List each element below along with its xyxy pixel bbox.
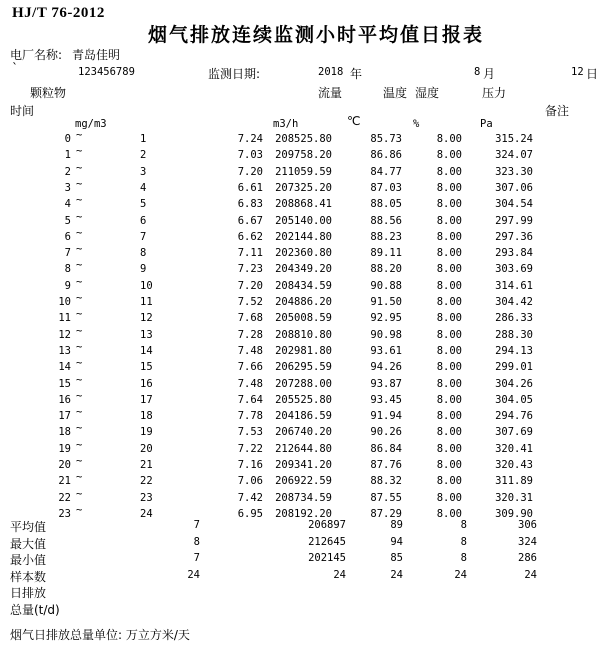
humidity-value: 8.00 bbox=[436, 247, 462, 260]
humidity-value: 8.00 bbox=[436, 181, 462, 194]
humidity-value: 8.00 bbox=[436, 459, 462, 471]
humidity-value: 8.00 bbox=[436, 344, 462, 357]
hour-to-value: 17 bbox=[140, 393, 153, 406]
pm-value: 7.24 bbox=[237, 133, 263, 145]
pressure-value: 304.05 bbox=[495, 393, 533, 406]
hour-to-value: 3 bbox=[140, 165, 147, 178]
pm-value: 7.52 bbox=[237, 296, 263, 308]
pressure-value: 323.30 bbox=[495, 165, 533, 178]
flow-value: 209758.20 bbox=[275, 149, 332, 162]
hour-from-value: 15 bbox=[58, 377, 71, 390]
humidity-value: 8.00 bbox=[436, 230, 462, 243]
tilde-mark: ~ bbox=[76, 275, 83, 288]
stray-tick-mark: ` bbox=[12, 61, 18, 75]
hour-to-value: 7 bbox=[140, 230, 147, 243]
table-row bbox=[0, 308, 607, 327]
table-row bbox=[0, 292, 607, 311]
table-row bbox=[0, 438, 607, 458]
table-row bbox=[0, 210, 607, 230]
humidity-value: 8.00 bbox=[436, 279, 462, 292]
temp-value: 84.77 bbox=[370, 165, 402, 178]
flow-value: 205525.80 bbox=[275, 393, 332, 406]
pm-value: 7.22 bbox=[237, 442, 263, 455]
flow-value: 211059.59 bbox=[275, 165, 332, 178]
hour-to-value: 19 bbox=[140, 426, 153, 439]
tilde-mark: ~ bbox=[76, 373, 83, 386]
date-month-value: 8 bbox=[474, 66, 481, 78]
pm-value: 7.68 bbox=[237, 312, 263, 325]
summary-humidity-value: 8 bbox=[460, 535, 467, 548]
summary-humidity-value: 8 bbox=[460, 519, 467, 531]
flow-value: 206922.59 bbox=[275, 475, 332, 488]
tilde-mark: ~ bbox=[76, 340, 83, 353]
tilde-mark: ~ bbox=[76, 487, 83, 500]
hour-to-value: 21 bbox=[140, 459, 153, 471]
table-row bbox=[0, 145, 607, 164]
date-day-unit: 日 bbox=[586, 67, 599, 81]
pressure-value: 288.30 bbox=[495, 328, 533, 341]
hour-to-value: 9 bbox=[140, 263, 147, 276]
hour-to-value: 2 bbox=[140, 149, 147, 162]
flow-value: 207288.00 bbox=[275, 377, 332, 390]
column-header-remark: 备注 bbox=[545, 104, 570, 118]
hour-to-value: 15 bbox=[140, 361, 153, 374]
tilde-mark: ~ bbox=[76, 226, 83, 239]
hour-from-value: 11 bbox=[58, 312, 71, 325]
summary-pressure-value: 286 bbox=[518, 552, 537, 564]
pm-value: 7.78 bbox=[237, 410, 263, 423]
pm-value: 7.48 bbox=[237, 344, 263, 357]
flow-value: 207325.20 bbox=[275, 181, 332, 194]
flow-value: 202981.80 bbox=[275, 344, 332, 357]
table-row bbox=[0, 275, 607, 295]
pressure-value: 307.69 bbox=[495, 426, 533, 439]
temp-value: 94.26 bbox=[370, 361, 402, 374]
summary-flow-value: 212645 bbox=[308, 535, 346, 548]
pm-value: 7.53 bbox=[237, 426, 263, 439]
pressure-value: 307.06 bbox=[495, 181, 533, 194]
tilde-mark: ~ bbox=[76, 438, 83, 451]
hour-from-value: 16 bbox=[58, 393, 71, 406]
humidity-value: 8.00 bbox=[436, 442, 462, 455]
date-month-unit: 月 bbox=[483, 67, 496, 81]
hour-from-value: 10 bbox=[58, 296, 71, 308]
summary-label: 平均值 bbox=[10, 520, 47, 534]
summary-temp-value: 94 bbox=[390, 535, 403, 548]
summary-label: 总量(t/d) bbox=[10, 602, 60, 617]
flow-value: 208434.59 bbox=[275, 279, 332, 292]
temp-value: 90.88 bbox=[370, 279, 402, 292]
summary-label: 日排放 bbox=[10, 586, 47, 600]
table-row bbox=[0, 422, 607, 441]
temp-value: 88.05 bbox=[370, 198, 402, 211]
temp-value: 85.73 bbox=[370, 133, 402, 145]
column-header-pressure: 压力 bbox=[482, 86, 507, 100]
pm-value: 7.66 bbox=[237, 361, 263, 374]
humidity-value: 8.00 bbox=[436, 377, 462, 390]
summary-row bbox=[0, 552, 607, 567]
hour-from-value: 20 bbox=[58, 459, 71, 471]
summary-humidity-value: 24 bbox=[454, 568, 467, 581]
temp-value: 88.56 bbox=[370, 214, 402, 227]
hour-to-value: 24 bbox=[140, 507, 153, 520]
flow-value: 205008.59 bbox=[275, 312, 332, 325]
pressure-value: 303.69 bbox=[495, 263, 533, 276]
pressure-value: 294.13 bbox=[495, 344, 533, 357]
pressure-value: 320.31 bbox=[495, 491, 533, 504]
humidity-value: 8.00 bbox=[436, 426, 462, 439]
hour-from-value: 12 bbox=[58, 328, 71, 341]
hour-to-value: 1 bbox=[140, 133, 147, 145]
flow-value: 209341.20 bbox=[275, 459, 332, 471]
humidity-value: 8.00 bbox=[436, 491, 462, 504]
table-row bbox=[0, 161, 607, 181]
hour-to-value: 20 bbox=[140, 442, 153, 455]
tilde-mark: ~ bbox=[76, 145, 83, 158]
tilde-mark: ~ bbox=[76, 210, 83, 223]
footer-unit-note: 烟气日排放总量单位: 万立方米/天 bbox=[10, 628, 190, 642]
tilde-mark: ~ bbox=[76, 455, 83, 467]
hour-to-value: 6 bbox=[140, 214, 147, 227]
pm-value: 6.83 bbox=[237, 198, 263, 211]
table-row bbox=[0, 357, 607, 376]
hour-to-value: 18 bbox=[140, 410, 153, 423]
flow-value: 206740.20 bbox=[275, 426, 332, 439]
table-row bbox=[0, 471, 607, 490]
pm-value: 7.16 bbox=[237, 459, 263, 471]
summary-flow-value: 206897 bbox=[308, 519, 346, 531]
hour-to-value: 12 bbox=[140, 312, 153, 325]
pm-value: 7.06 bbox=[237, 475, 263, 488]
pm-value: 6.95 bbox=[237, 507, 263, 520]
column-header-flow: 流量 bbox=[318, 86, 343, 100]
hour-to-value: 8 bbox=[140, 247, 147, 260]
pm-value: 7.23 bbox=[237, 263, 263, 276]
tilde-mark: ~ bbox=[76, 194, 83, 207]
tilde-mark: ~ bbox=[76, 243, 83, 256]
flow-value: 204886.20 bbox=[275, 296, 332, 308]
summary-pm-value: 24 bbox=[187, 568, 200, 581]
humidity-value: 8.00 bbox=[436, 165, 462, 178]
summary-label: 样本数 bbox=[10, 569, 47, 584]
pressure-value: 297.99 bbox=[495, 214, 533, 227]
humidity-value: 8.00 bbox=[436, 149, 462, 162]
humidity-value: 8.00 bbox=[436, 361, 462, 374]
temp-value: 89.11 bbox=[370, 247, 402, 260]
hour-from-value: 4 bbox=[64, 198, 71, 211]
hour-from-value: 17 bbox=[58, 410, 71, 423]
summary-pm-value: 7 bbox=[193, 519, 200, 531]
hour-from-value: 21 bbox=[58, 475, 71, 488]
temp-value: 91.94 bbox=[370, 410, 402, 423]
temp-value: 90.26 bbox=[370, 426, 402, 439]
summary-pm-value: 8 bbox=[193, 535, 200, 548]
hour-from-value: 1 bbox=[64, 149, 71, 162]
hour-from-value: 14 bbox=[58, 361, 71, 374]
pm-value: 6.61 bbox=[237, 181, 263, 194]
unit-pm: mg/m3 bbox=[75, 118, 107, 130]
pressure-value: 315.24 bbox=[495, 133, 533, 145]
summary-row bbox=[0, 519, 607, 534]
tilde-mark: ~ bbox=[76, 389, 83, 402]
temp-value: 87.03 bbox=[370, 181, 402, 194]
table-row bbox=[0, 177, 607, 197]
table-row bbox=[0, 226, 607, 246]
date-year-unit: 年 bbox=[350, 67, 363, 81]
summary-row bbox=[0, 569, 607, 584]
table-row bbox=[0, 243, 607, 262]
summary-pressure-value: 24 bbox=[524, 568, 537, 581]
table-row bbox=[0, 406, 607, 425]
pm-value: 7.28 bbox=[237, 328, 263, 341]
table-row bbox=[0, 194, 607, 213]
pressure-value: 314.61 bbox=[495, 279, 533, 292]
temp-value: 87.29 bbox=[370, 507, 402, 520]
temp-value: 90.98 bbox=[370, 328, 402, 341]
temp-value: 88.20 bbox=[370, 263, 402, 276]
temp-value: 87.76 bbox=[370, 459, 402, 471]
pressure-value: 297.36 bbox=[495, 230, 533, 243]
summary-pressure-value: 306 bbox=[518, 519, 537, 531]
hour-to-value: 11 bbox=[140, 296, 153, 308]
date-year-value: 2018 bbox=[318, 66, 344, 78]
hour-from-value: 22 bbox=[58, 491, 71, 504]
hour-from-value: 5 bbox=[64, 214, 71, 227]
hour-from-value: 0 bbox=[64, 133, 71, 145]
flow-value: 208868.41 bbox=[275, 198, 332, 211]
temp-value: 87.55 bbox=[370, 491, 402, 504]
hour-to-value: 5 bbox=[140, 198, 147, 211]
table-row bbox=[0, 455, 607, 474]
standard-code: HJ/T 76-2012 bbox=[12, 5, 105, 21]
flow-value: 202360.80 bbox=[275, 247, 332, 260]
temp-value: 92.95 bbox=[370, 312, 402, 325]
tilde-mark: ~ bbox=[76, 129, 83, 141]
flow-value: 202144.80 bbox=[275, 230, 332, 243]
column-header-time: 时间 bbox=[10, 104, 35, 118]
pm-value: 7.64 bbox=[237, 393, 263, 406]
tilde-mark: ~ bbox=[76, 471, 83, 484]
table-row bbox=[0, 324, 607, 344]
temp-value: 93.45 bbox=[370, 393, 402, 406]
column-header-temp: 温度 bbox=[383, 86, 408, 100]
date-day-value: 12 bbox=[571, 66, 584, 78]
temp-value: 86.86 bbox=[370, 149, 402, 162]
humidity-value: 8.00 bbox=[436, 393, 462, 406]
table-row bbox=[0, 259, 607, 278]
tilde-mark: ~ bbox=[76, 406, 83, 419]
summary-humidity-value: 8 bbox=[460, 552, 467, 564]
hour-to-value: 22 bbox=[140, 475, 153, 488]
tilde-mark: ~ bbox=[76, 324, 83, 337]
pressure-value: 293.84 bbox=[495, 247, 533, 260]
temp-value: 86.84 bbox=[370, 442, 402, 455]
humidity-value: 8.00 bbox=[436, 507, 462, 520]
pressure-value: 320.43 bbox=[495, 459, 533, 471]
humidity-value: 8.00 bbox=[436, 214, 462, 227]
tilde-mark: ~ bbox=[76, 308, 83, 321]
temp-value: 93.87 bbox=[370, 377, 402, 390]
pm-value: 7.20 bbox=[237, 165, 263, 178]
pressure-value: 320.41 bbox=[495, 442, 533, 455]
table-row bbox=[0, 129, 607, 148]
summary-table bbox=[0, 519, 607, 619]
pm-value: 7.03 bbox=[237, 149, 263, 162]
pressure-value: 304.42 bbox=[495, 296, 533, 308]
flow-value: 208192.20 bbox=[275, 507, 332, 520]
pressure-value: 294.76 bbox=[495, 410, 533, 423]
plant-name-label: 电厂名称: bbox=[10, 48, 63, 62]
hour-from-value: 19 bbox=[58, 442, 71, 455]
column-header-humidity: 湿度 bbox=[415, 86, 440, 100]
pm-value: 7.48 bbox=[237, 377, 263, 390]
humidity-value: 8.00 bbox=[436, 328, 462, 341]
flow-value: 208525.80 bbox=[275, 133, 332, 145]
unit-pressure: Pa bbox=[480, 118, 493, 130]
hour-from-value: 23 bbox=[58, 507, 71, 520]
tilde-mark: ~ bbox=[76, 292, 83, 304]
pressure-value: 299.01 bbox=[495, 361, 533, 374]
humidity-value: 8.00 bbox=[436, 296, 462, 308]
hour-to-value: 14 bbox=[140, 344, 153, 357]
pressure-value: 304.54 bbox=[495, 198, 533, 211]
unit-humidity: % bbox=[413, 118, 420, 130]
humidity-value: 8.00 bbox=[436, 410, 462, 423]
humidity-value: 8.00 bbox=[436, 198, 462, 211]
humidity-value: 8.00 bbox=[436, 133, 462, 145]
pressure-value: 304.26 bbox=[495, 377, 533, 390]
summary-temp-value: 85 bbox=[390, 552, 403, 564]
tilde-mark: ~ bbox=[76, 422, 83, 435]
pressure-value: 324.07 bbox=[495, 149, 533, 162]
hour-to-value: 10 bbox=[140, 279, 153, 292]
pm-value: 7.42 bbox=[237, 491, 263, 504]
flow-value: 212644.80 bbox=[275, 442, 332, 455]
tilde-mark: ~ bbox=[76, 161, 83, 174]
pressure-value: 311.89 bbox=[495, 475, 533, 488]
hour-to-value: 13 bbox=[140, 328, 153, 341]
pm-value: 7.11 bbox=[237, 247, 263, 260]
hour-from-value: 7 bbox=[64, 247, 71, 260]
flow-value: 208810.80 bbox=[275, 328, 332, 341]
unit-temp: ℃ bbox=[347, 114, 361, 128]
hour-from-value: 3 bbox=[64, 181, 71, 194]
summary-row bbox=[0, 602, 607, 617]
hour-from-value: 8 bbox=[64, 263, 71, 276]
hour-from-value: 13 bbox=[58, 344, 71, 357]
tilde-mark: ~ bbox=[76, 357, 83, 370]
flow-value: 204186.59 bbox=[275, 410, 332, 423]
hour-from-value: 18 bbox=[58, 426, 71, 439]
humidity-value: 8.00 bbox=[436, 312, 462, 325]
tilde-mark: ~ bbox=[76, 503, 83, 516]
monitor-date-label: 监测日期: bbox=[208, 67, 261, 81]
page-title: 烟气排放连续监测小时平均值日报表 bbox=[148, 24, 485, 46]
unit-flow: m3/h bbox=[273, 118, 299, 130]
tilde-mark: ~ bbox=[76, 259, 83, 272]
tilde-mark: ~ bbox=[76, 177, 83, 190]
hour-to-value: 4 bbox=[140, 181, 147, 194]
humidity-value: 8.00 bbox=[436, 475, 462, 488]
flow-value: 206295.59 bbox=[275, 361, 332, 374]
summary-temp-value: 89 bbox=[390, 519, 403, 531]
pressure-value: 286.33 bbox=[495, 312, 533, 325]
hourly-data-table bbox=[0, 129, 607, 525]
summary-flow-value: 202145 bbox=[308, 552, 346, 564]
pm-value: 7.20 bbox=[237, 279, 263, 292]
temp-value: 91.50 bbox=[370, 296, 402, 308]
summary-pm-value: 7 bbox=[193, 552, 200, 564]
hour-to-value: 16 bbox=[140, 377, 153, 390]
summary-temp-value: 24 bbox=[390, 568, 403, 581]
humidity-value: 8.00 bbox=[436, 263, 462, 276]
pm-value: 6.62 bbox=[237, 230, 263, 243]
table-row bbox=[0, 373, 607, 393]
hour-from-value: 6 bbox=[64, 230, 71, 243]
column-header-pm: 颗粒物 bbox=[30, 86, 67, 100]
summary-label: 最小值 bbox=[10, 553, 47, 567]
temp-value: 93.61 bbox=[370, 344, 402, 357]
summary-flow-value: 24 bbox=[333, 568, 346, 581]
table-row bbox=[0, 340, 607, 360]
temp-value: 88.23 bbox=[370, 230, 402, 243]
hour-from-value: 2 bbox=[64, 165, 71, 178]
flow-value: 205140.00 bbox=[275, 214, 332, 227]
plant-code-value: 123456789 bbox=[78, 66, 135, 78]
summary-pressure-value: 324 bbox=[518, 535, 537, 548]
hour-to-value: 23 bbox=[140, 491, 153, 504]
table-row bbox=[0, 487, 607, 507]
plant-name-value: 青岛佳明 bbox=[72, 48, 121, 62]
flow-value: 204349.20 bbox=[275, 263, 332, 276]
summary-label: 最大值 bbox=[10, 536, 47, 551]
pm-value: 6.67 bbox=[237, 214, 263, 227]
flow-value: 208734.59 bbox=[275, 491, 332, 504]
hour-from-value: 9 bbox=[64, 279, 71, 292]
summary-row bbox=[0, 585, 607, 600]
temp-value: 88.32 bbox=[370, 475, 402, 488]
table-row bbox=[0, 389, 607, 409]
summary-row bbox=[0, 536, 607, 551]
pressure-value: 309.90 bbox=[495, 507, 533, 520]
